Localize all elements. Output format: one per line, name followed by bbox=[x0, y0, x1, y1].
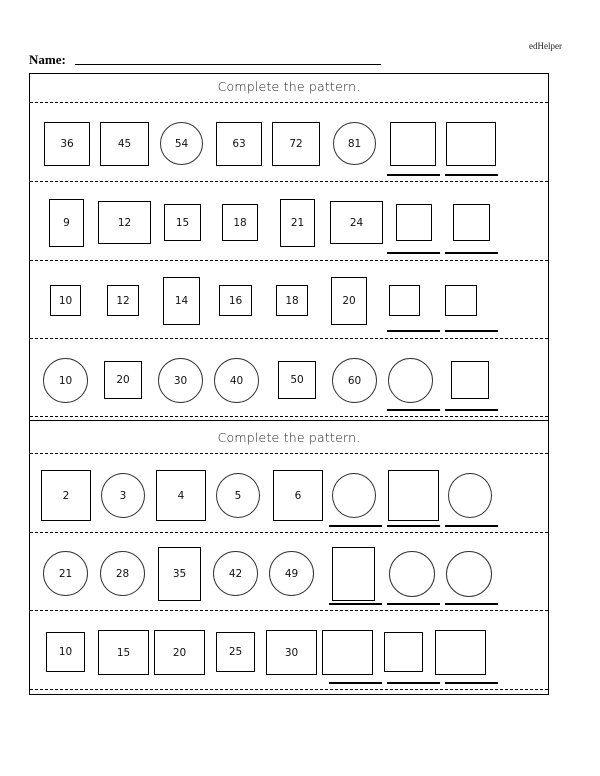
pattern-square: 12 bbox=[107, 285, 139, 316]
answer-underline bbox=[387, 525, 440, 527]
dashed-divider bbox=[30, 181, 548, 182]
pattern-section-1 bbox=[29, 73, 549, 421]
pattern-rect-wide: 24 bbox=[330, 201, 383, 244]
pattern-rect-wide: 12 bbox=[98, 201, 151, 244]
answer-underline bbox=[445, 525, 498, 527]
pattern-square: 10 bbox=[50, 285, 81, 316]
dashed-divider bbox=[30, 610, 548, 611]
answer-box-square[interactable] bbox=[396, 204, 432, 241]
pattern-rect-tall: 21 bbox=[280, 199, 315, 247]
pattern-square: 20 bbox=[104, 361, 142, 399]
dashed-divider bbox=[30, 453, 548, 454]
pattern-square: 18 bbox=[222, 204, 258, 241]
pattern-circle: 28 bbox=[100, 551, 145, 596]
answer-box-circle[interactable] bbox=[389, 551, 435, 597]
pattern-circle: 49 bbox=[269, 551, 314, 596]
dashed-divider bbox=[30, 689, 548, 690]
pattern-rect-wide: 20 bbox=[154, 630, 205, 675]
pattern-square: 16 bbox=[219, 285, 252, 316]
answer-underline bbox=[445, 330, 498, 332]
pattern-square: 45 bbox=[100, 122, 149, 166]
pattern-square: 6 bbox=[273, 470, 323, 521]
answer-underline bbox=[445, 174, 498, 176]
answer-underline bbox=[387, 252, 440, 254]
answer-box-square[interactable] bbox=[384, 632, 423, 672]
section-title: Complete the pattern. bbox=[217, 79, 361, 94]
answer-underline bbox=[445, 682, 498, 684]
answer-box-square[interactable] bbox=[451, 361, 489, 399]
brand-label: edHelper bbox=[529, 41, 562, 51]
dashed-divider bbox=[30, 338, 548, 339]
answer-box-rect-wide[interactable] bbox=[435, 630, 486, 675]
pattern-square: 15 bbox=[164, 204, 201, 241]
pattern-square: 36 bbox=[44, 122, 90, 166]
answer-box-square[interactable] bbox=[453, 204, 490, 241]
pattern-rect-wide: 15 bbox=[98, 630, 149, 675]
pattern-square: 10 bbox=[46, 632, 85, 672]
pattern-circle: 5 bbox=[216, 473, 260, 518]
pattern-rect-wide: 30 bbox=[266, 630, 317, 675]
answer-box-rect-tall[interactable] bbox=[332, 547, 375, 601]
answer-underline bbox=[387, 174, 440, 176]
dashed-divider bbox=[30, 260, 548, 261]
pattern-circle: 54 bbox=[160, 122, 203, 165]
answer-underline bbox=[445, 603, 498, 605]
answer-box-square[interactable] bbox=[390, 122, 436, 166]
section-title: Complete the pattern. bbox=[217, 430, 361, 445]
dashed-divider bbox=[30, 102, 548, 103]
pattern-square: 25 bbox=[216, 632, 255, 672]
pattern-square: 2 bbox=[41, 470, 91, 521]
name-input-line[interactable] bbox=[75, 64, 381, 65]
answer-underline bbox=[387, 682, 440, 684]
answer-box-square[interactable] bbox=[445, 285, 477, 316]
pattern-circle: 60 bbox=[332, 358, 377, 403]
answer-box-circle[interactable] bbox=[448, 473, 492, 518]
answer-underline bbox=[329, 525, 382, 527]
pattern-circle: 30 bbox=[158, 358, 203, 403]
answer-box-circle[interactable] bbox=[446, 551, 492, 597]
answer-underline bbox=[387, 330, 440, 332]
answer-underline bbox=[329, 603, 382, 605]
answer-box-square[interactable] bbox=[446, 122, 496, 166]
pattern-circle: 81 bbox=[333, 122, 376, 165]
answer-box-circle[interactable] bbox=[332, 473, 376, 518]
pattern-circle: 3 bbox=[101, 473, 145, 518]
answer-underline bbox=[445, 409, 498, 411]
pattern-circle: 42 bbox=[213, 551, 258, 596]
pattern-rect-tall: 9 bbox=[49, 199, 84, 247]
pattern-circle: 40 bbox=[214, 358, 259, 403]
name-label: Name: bbox=[29, 52, 66, 67]
answer-underline bbox=[387, 603, 440, 605]
pattern-rect-tall: 20 bbox=[331, 277, 367, 325]
answer-box-square[interactable] bbox=[389, 285, 420, 316]
pattern-circle: 21 bbox=[43, 551, 88, 596]
answer-underline bbox=[445, 252, 498, 254]
dashed-divider bbox=[30, 416, 548, 417]
pattern-rect-tall: 14 bbox=[163, 277, 200, 325]
dashed-divider bbox=[30, 532, 548, 533]
pattern-square: 18 bbox=[276, 285, 308, 316]
pattern-square: 72 bbox=[272, 122, 320, 166]
pattern-square: 50 bbox=[278, 361, 316, 399]
pattern-square: 4 bbox=[156, 470, 206, 521]
pattern-section-2 bbox=[29, 420, 549, 695]
pattern-square: 63 bbox=[216, 122, 262, 166]
answer-underline bbox=[387, 409, 440, 411]
answer-box-rect-wide[interactable] bbox=[322, 630, 373, 675]
answer-box-circle[interactable] bbox=[388, 358, 433, 403]
answer-underline bbox=[329, 682, 382, 684]
pattern-circle: 10 bbox=[43, 358, 88, 403]
answer-box-square[interactable] bbox=[388, 470, 439, 521]
pattern-rect-tall: 35 bbox=[158, 547, 201, 601]
